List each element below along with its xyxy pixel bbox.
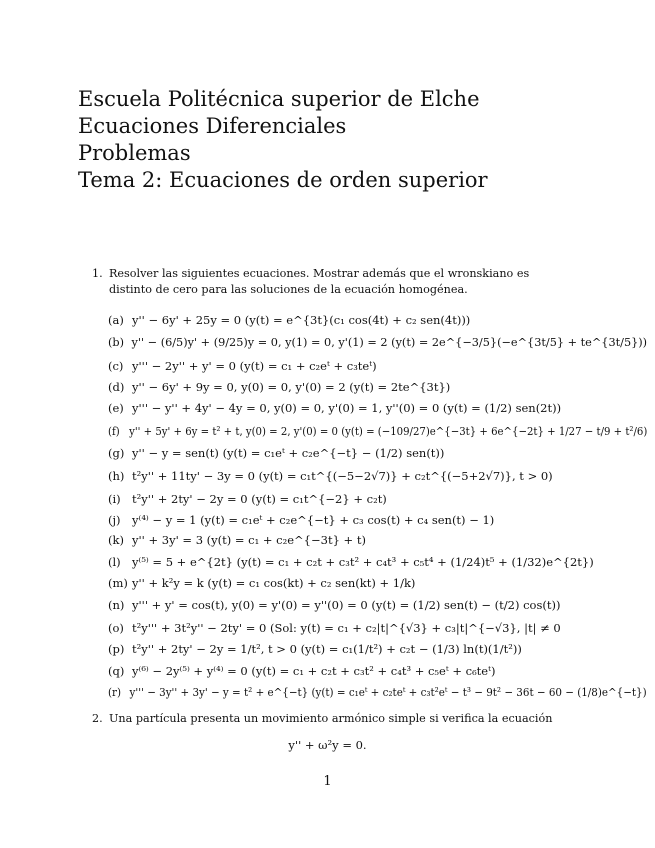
item-label: (j) — [108, 513, 121, 527]
item-equation: y'' − 6y' + 9y = 0, y(0) = 0, y'(0) = 2 (y(t) = 2te^{3t}) — [132, 380, 451, 394]
equation-item — [108, 446, 444, 460]
item-label: (o) — [108, 621, 124, 635]
title-line-1: Escuela Politécnica superior de Elche — [78, 87, 480, 111]
item-label: (g) — [108, 446, 125, 460]
display-equation: y'' + ω²y = 0. — [288, 738, 367, 752]
equation-item — [108, 359, 377, 373]
item-label: (i) — [108, 492, 121, 506]
equation-item — [108, 685, 647, 699]
item-equation: y''' − 3y'' + 3y' − y = t² + e^{−t} (y(t) = c₁eᵗ + c₂teᵗ + c₃t²eᵗ − t³ − 9t² − 36t − 60 − (1/8)e^{−t}) — [129, 685, 647, 699]
title-line-3: Problemas — [78, 141, 191, 165]
equation-item — [108, 576, 415, 590]
title-line-4: Tema 2: Ecuaciones de orden superior — [78, 168, 488, 192]
item-equation: y'' − 6y' + 25y = 0 (y(t) = e^{3t}(c₁ cos(4t) + c₂ sen(4t))) — [132, 313, 471, 327]
item-equation: y⁽⁶⁾ − 2y⁽⁵⁾ + y⁽⁴⁾ = 0 (y(t) = c₁ + c₂t + c₃t² + c₄t³ + c₅eᵗ + c₆teᵗ) — [132, 664, 496, 678]
equation-item — [108, 492, 387, 506]
item-label: (k) — [108, 533, 124, 547]
item-equation: y'' + k²y = k (y(t) = c₁ cos(kt) + c₂ sen(kt) + 1/k) — [132, 576, 416, 590]
equation-item — [108, 513, 494, 527]
item-equation: y⁽⁴⁾ − y = 1 (y(t) = c₁eᵗ + c₂e^{−t} + c₃ cos(t) + c₄ sen(t) − 1) — [132, 513, 495, 527]
item-label: (e) — [108, 401, 124, 415]
item-equation: t²y'' + 11ty' − 3y = 0 (y(t) = c₁t^{(−5−2√7)} + c₂t^{(−5+2√7)}, t > 0) — [132, 469, 553, 483]
item-equation: y'' − (6/5)y' + (9/25)y = 0, y(1) = 0, y'(1) = 2 (y(t) = 2e^{−3/5}(−e^{3t/5} + te^{3t/5})) — [131, 335, 648, 349]
item-label: (a) — [108, 313, 124, 327]
problem-number: 2. — [92, 712, 103, 725]
equation-item — [108, 335, 647, 349]
item-label: (p) — [108, 642, 125, 656]
item-equation: y'' + 5y' + 6y = t² + t, y(0) = 2, y'(0) = 0 (y(t) = (−109/27)e^{−3t} + 6e^{−2t} + 1/27 − t/9 + t²/6) — [129, 424, 648, 438]
item-equation: t²y'' + 2ty' − 2y = 0 (y(t) = c₁t^{−2} + c₂t) — [132, 492, 387, 506]
item-label: (n) — [108, 598, 125, 612]
equation-item — [108, 621, 561, 635]
equation-item — [108, 380, 450, 394]
problem-text: Resolver las siguientes ecuaciones. Mostrar además que el wronskiano es distinto de cero para las soluciones de la ecuación homogénea. — [109, 267, 530, 296]
equation-item — [108, 664, 495, 678]
item-label: (l) — [108, 555, 121, 569]
item-equation: y''' − y'' + 4y' − 4y = 0, y(0) = 0, y'(0) = 1, y''(0) = 0 (y(t) = (1/2) sen(2t)) — [132, 401, 562, 415]
item-label: (c) — [108, 359, 124, 373]
item-equation: y⁽⁵⁾ = 5 + e^{2t} (y(t) = c₁ + c₂t + c₃t² + c₄t³ + c₅t⁴ + (1/24)t⁵ + (1/32)e^{2t}) — [132, 555, 594, 569]
equation-item — [108, 424, 647, 438]
item-label: (d) — [108, 380, 125, 394]
equation-item — [108, 555, 594, 569]
equation-item — [108, 313, 470, 327]
problem-text: Una partícula presenta un movimiento armónico simple si verifica la ecuación — [109, 712, 553, 725]
item-equation: t²y'' + 2ty' − 2y = 1/t², t > 0 (y(t) = c₁(1/t²) + c₂t − (1/3) ln(t)(1/t²)) — [132, 642, 522, 656]
item-equation: t²y''' + 3t²y'' − 2ty' = 0 (Sol: y(t) = c₁ + c₂|t|^{√3} + c₃|t|^{−√3}, |t| ≠ 0 — [132, 621, 561, 635]
equation-item — [108, 642, 522, 656]
problem-2 — [92, 712, 552, 725]
item-label: (b) — [108, 335, 125, 349]
page-number: 1 — [323, 774, 332, 789]
equation-item — [108, 533, 366, 547]
equation-item — [108, 401, 561, 415]
item-label: (m) — [108, 576, 128, 590]
item-label: (r) — [108, 685, 122, 699]
item-label: (h) — [108, 469, 125, 483]
item-equation: y''' − 2y'' + y' = 0 (y(t) = c₁ + c₂eᵗ + c₃teᵗ) — [132, 359, 377, 373]
item-label: (q) — [108, 664, 125, 678]
title-line-2: Ecuaciones Diferenciales — [78, 114, 347, 138]
item-equation: y''' + y' = cos(t), y(0) = y'(0) = y''(0) = 0 (y(t) = (1/2) sen(t) − (t/2) cos(t)) — [132, 598, 561, 612]
equation-item — [108, 598, 560, 612]
item-equation: y'' − y = sen(t) (y(t) = c₁eᵗ + c₂e^{−t} − (1/2) sen(t)) — [132, 446, 445, 460]
problem-1 — [92, 266, 562, 297]
equation-item — [108, 469, 553, 483]
item-equation: y'' + 3y' = 3 (y(t) = c₁ + c₂e^{−3t} + t) — [132, 533, 366, 547]
item-label: (f) — [108, 424, 120, 438]
problem-number: 1. — [92, 267, 103, 280]
